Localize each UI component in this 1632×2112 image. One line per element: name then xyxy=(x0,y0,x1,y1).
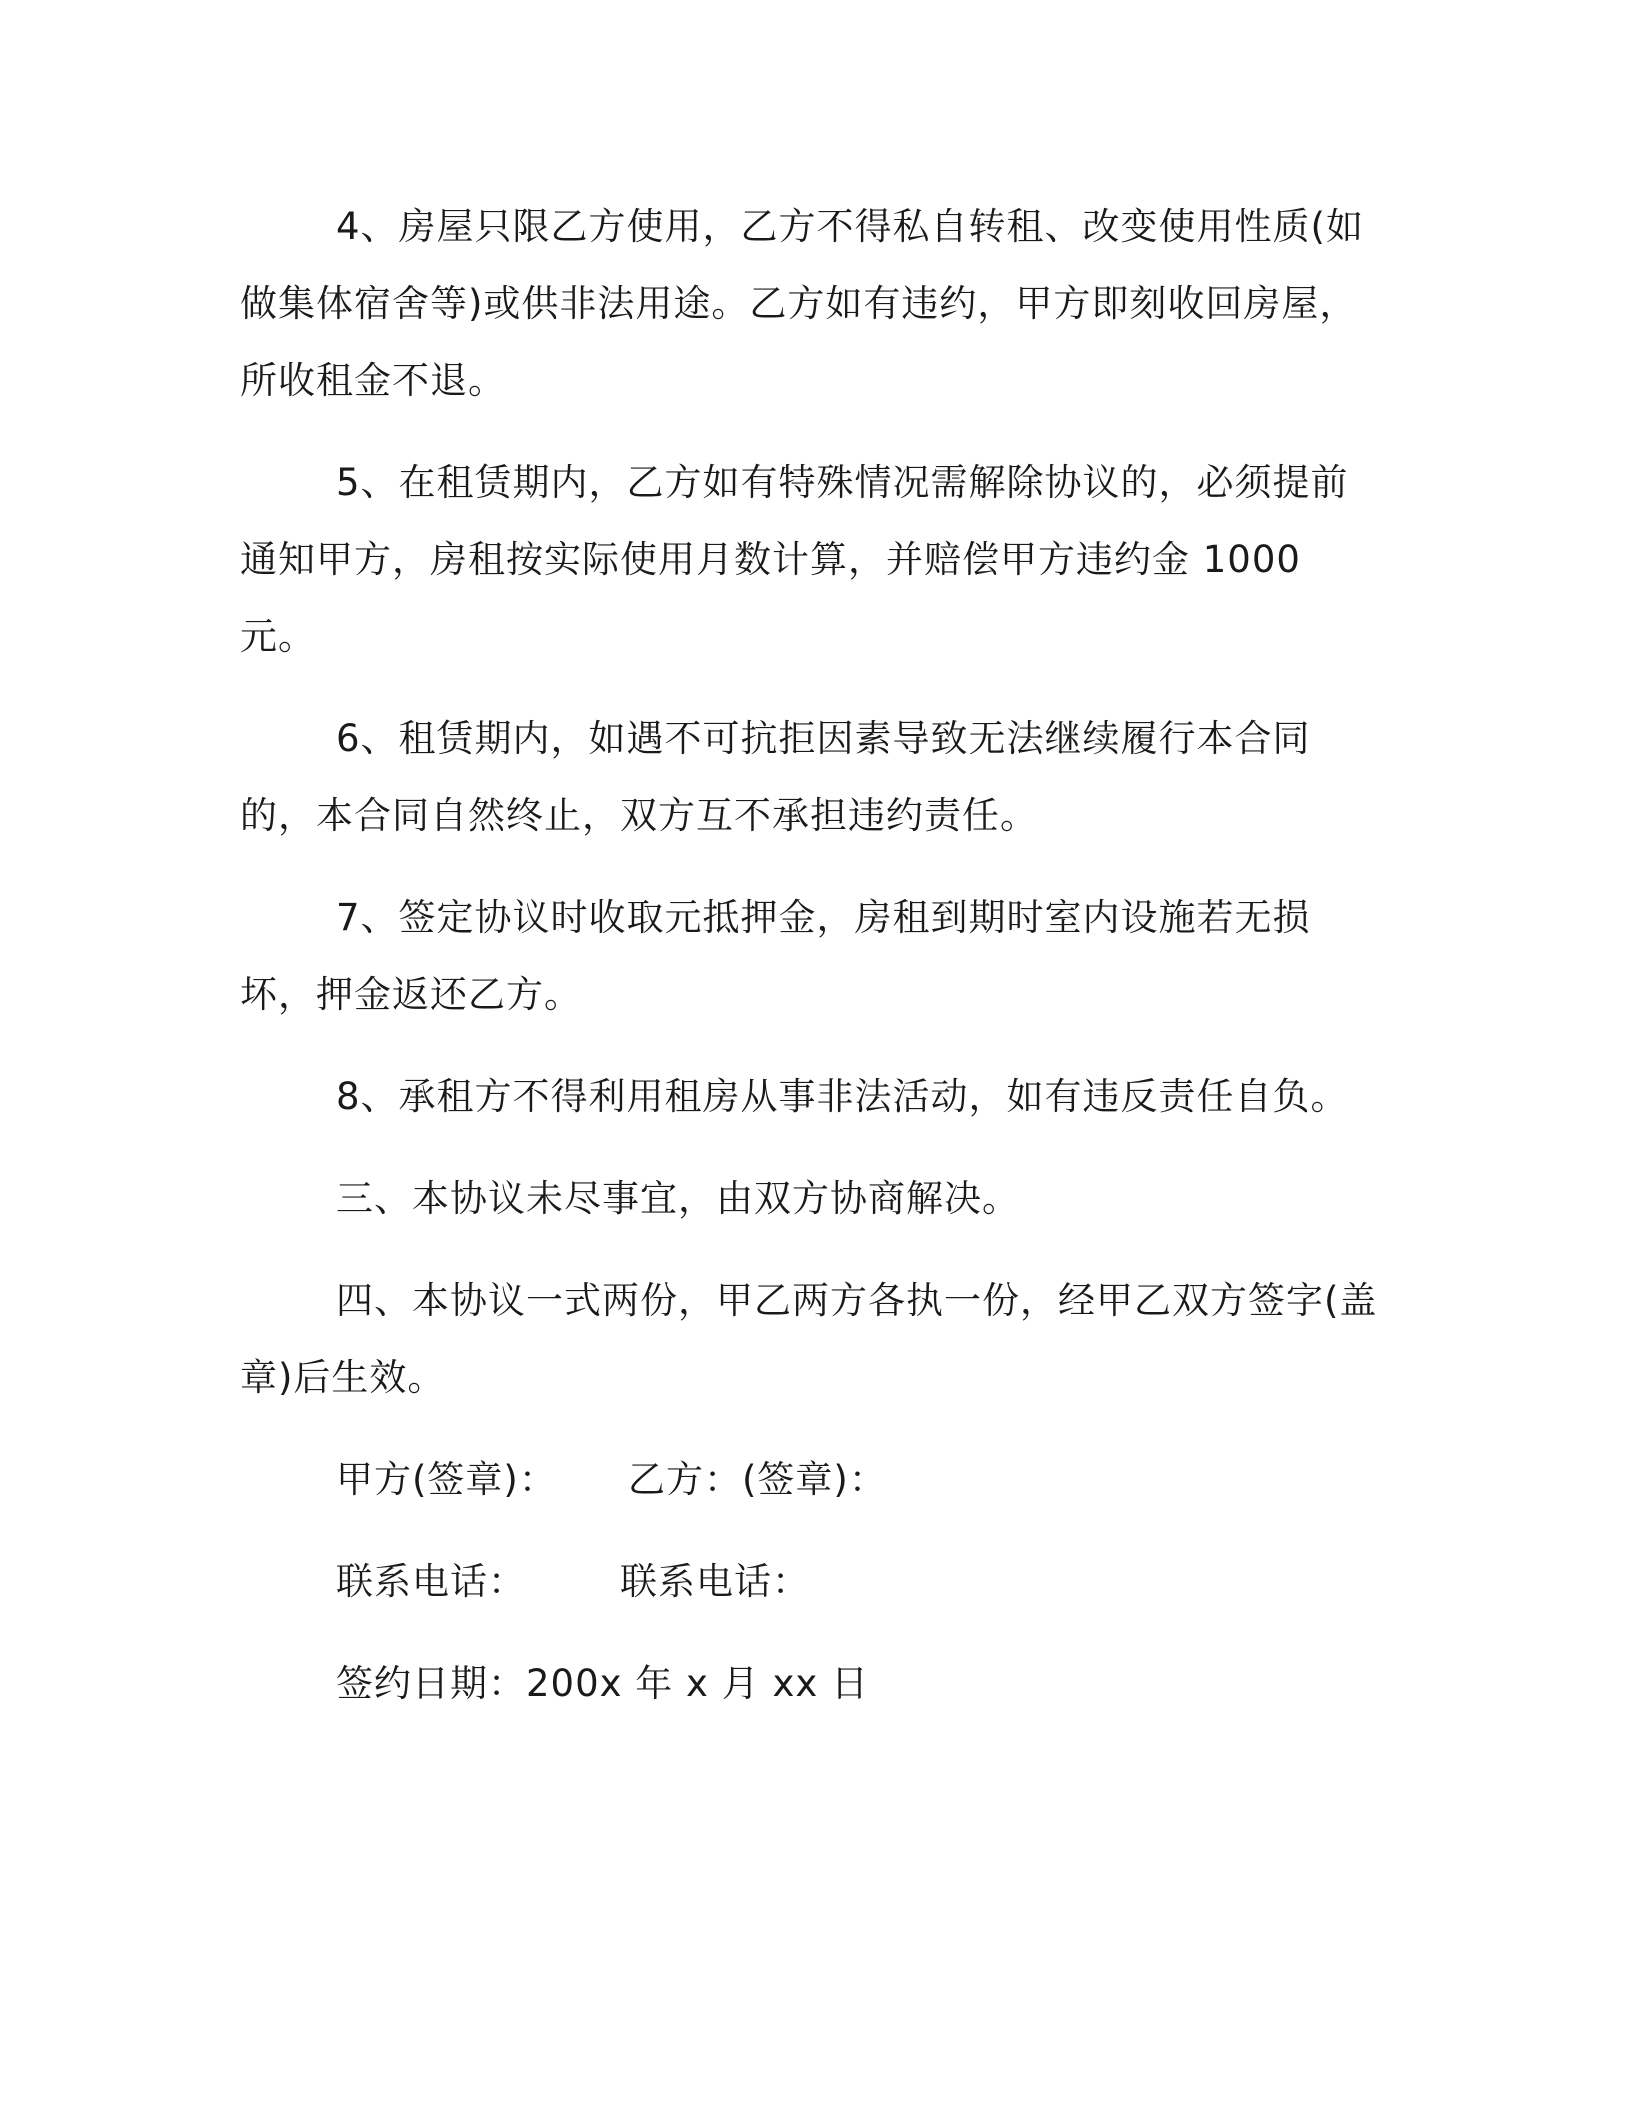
clause-8: 8、承租方不得利用租房从事非法活动，如有违反责任自负。 xyxy=(336,1075,1349,1118)
signing-date: 签约日期：200x 年 x 月 xx 日 xyxy=(336,1662,870,1705)
clause-4: 4、房屋只限乙方使用，乙方不得私自转租、改变使用性质(如做集体宿舍等)或供非法用途。乙方如有违约，甲方即刻收回房屋，所收租金不退。 xyxy=(240,205,1364,402)
document-body xyxy=(240,188,1380,1747)
party-b-signature-label: 乙方：(签章)： xyxy=(628,1458,887,1501)
clause-7: 7、签定协议时收取元抵押金，房租到期时室内设施若无损坏，押金返还乙方。 xyxy=(240,896,1311,1016)
signature-row xyxy=(240,1441,1380,1518)
party-a-phone-label: 联系电话： xyxy=(336,1560,526,1603)
party-b-phone-label: 联系电话： xyxy=(620,1560,810,1603)
clause-5: 5、在租赁期内，乙方如有特殊情况需解除协议的，必须提前通知甲方，房租按实际使用月数计算，并赔偿甲方违约金 1000 元。 xyxy=(240,461,1349,658)
phone-row xyxy=(240,1543,1380,1620)
clause-6: 6、租赁期内，如遇不可抗拒因素导致无法继续履行本合同的，本合同自然终止，双方互不承担违约责任。 xyxy=(240,717,1311,837)
section-3: 三、本协议未尽事宜，由双方协商解决。 xyxy=(336,1177,1020,1220)
section-4: 四、本协议一式两份，甲乙两方各执一份，经甲乙双方签字(盖章)后生效。 xyxy=(240,1279,1378,1399)
party-a-signature-label: 甲方(签章)： xyxy=(336,1458,557,1501)
